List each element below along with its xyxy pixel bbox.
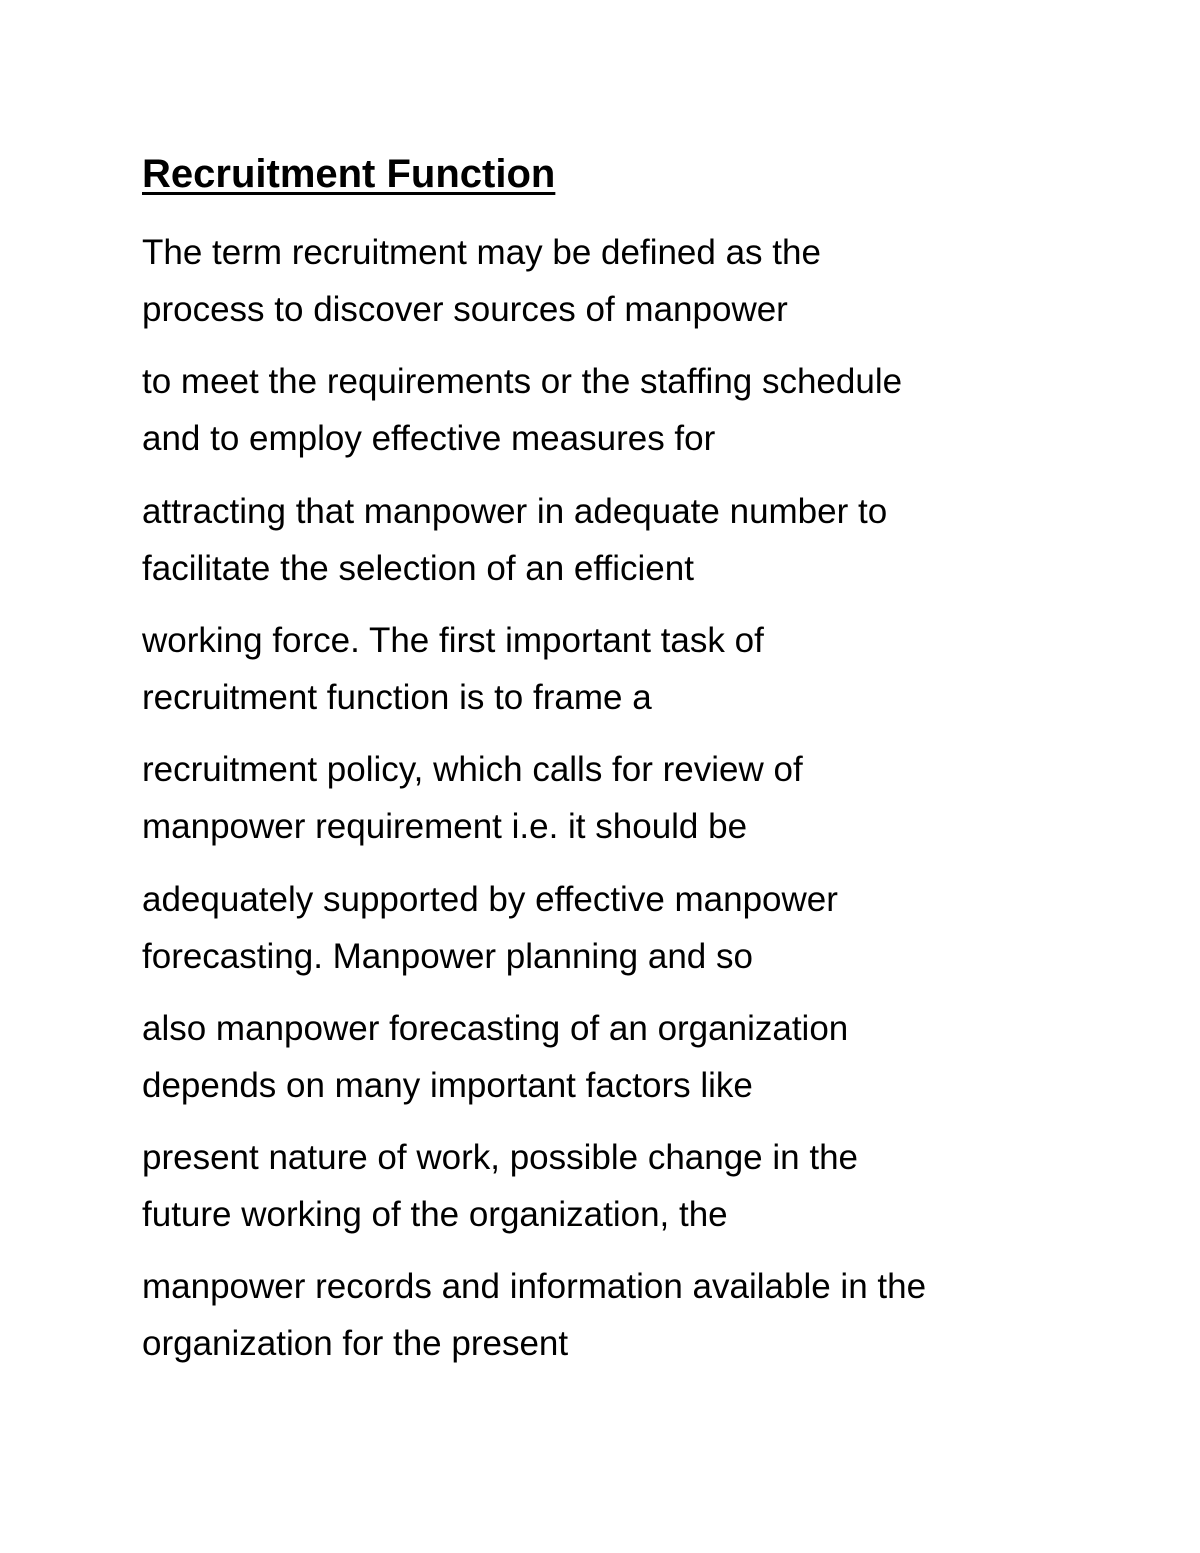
paragraph-2 (142, 353, 902, 467)
paragraph-line: The term recruitment may be defined as the (142, 233, 821, 272)
paragraph-line: adequately supported by effective manpower (142, 880, 838, 919)
paragraph-line: working force. The first important task of (142, 621, 764, 660)
paragraph-line: forecasting. Manpower planning and so (142, 937, 753, 976)
document-title: Recruitment Function (142, 152, 556, 196)
paragraph-line: recruitment policy, which calls for review of (142, 750, 803, 789)
paragraph-line: manpower requirement i.e. it should be (142, 807, 748, 846)
paragraph-line: attracting that manpower in adequate number to (142, 492, 888, 531)
paragraph-6 (142, 871, 838, 985)
paragraph-line: facilitate the selection of an efficient (142, 549, 694, 588)
paragraph-line: recruitment function is to frame a (142, 678, 652, 717)
paragraph-9 (142, 1258, 926, 1372)
paragraph-line: depends on many important factors like (142, 1066, 753, 1105)
paragraph-line: present nature of work, possible change in the (142, 1138, 858, 1177)
paragraph-line: process to discover sources of manpower (142, 290, 788, 329)
paragraph-line: organization for the present (142, 1324, 569, 1363)
paragraph-7 (142, 1000, 848, 1114)
paragraph-5 (142, 741, 803, 855)
paragraph-3 (142, 483, 887, 597)
paragraph-1 (142, 224, 821, 338)
paragraph-line: future working of the organization, the (142, 1195, 728, 1234)
paragraph-line: and to employ effective measures for (142, 419, 716, 458)
paragraph-line: to meet the requirements or the staffing schedule (142, 362, 903, 401)
paragraph-4 (142, 612, 764, 726)
paragraph-line: also manpower forecasting of an organization (142, 1009, 849, 1048)
paragraph-8 (142, 1129, 858, 1243)
paragraph-line: manpower records and information available in the (142, 1267, 927, 1306)
